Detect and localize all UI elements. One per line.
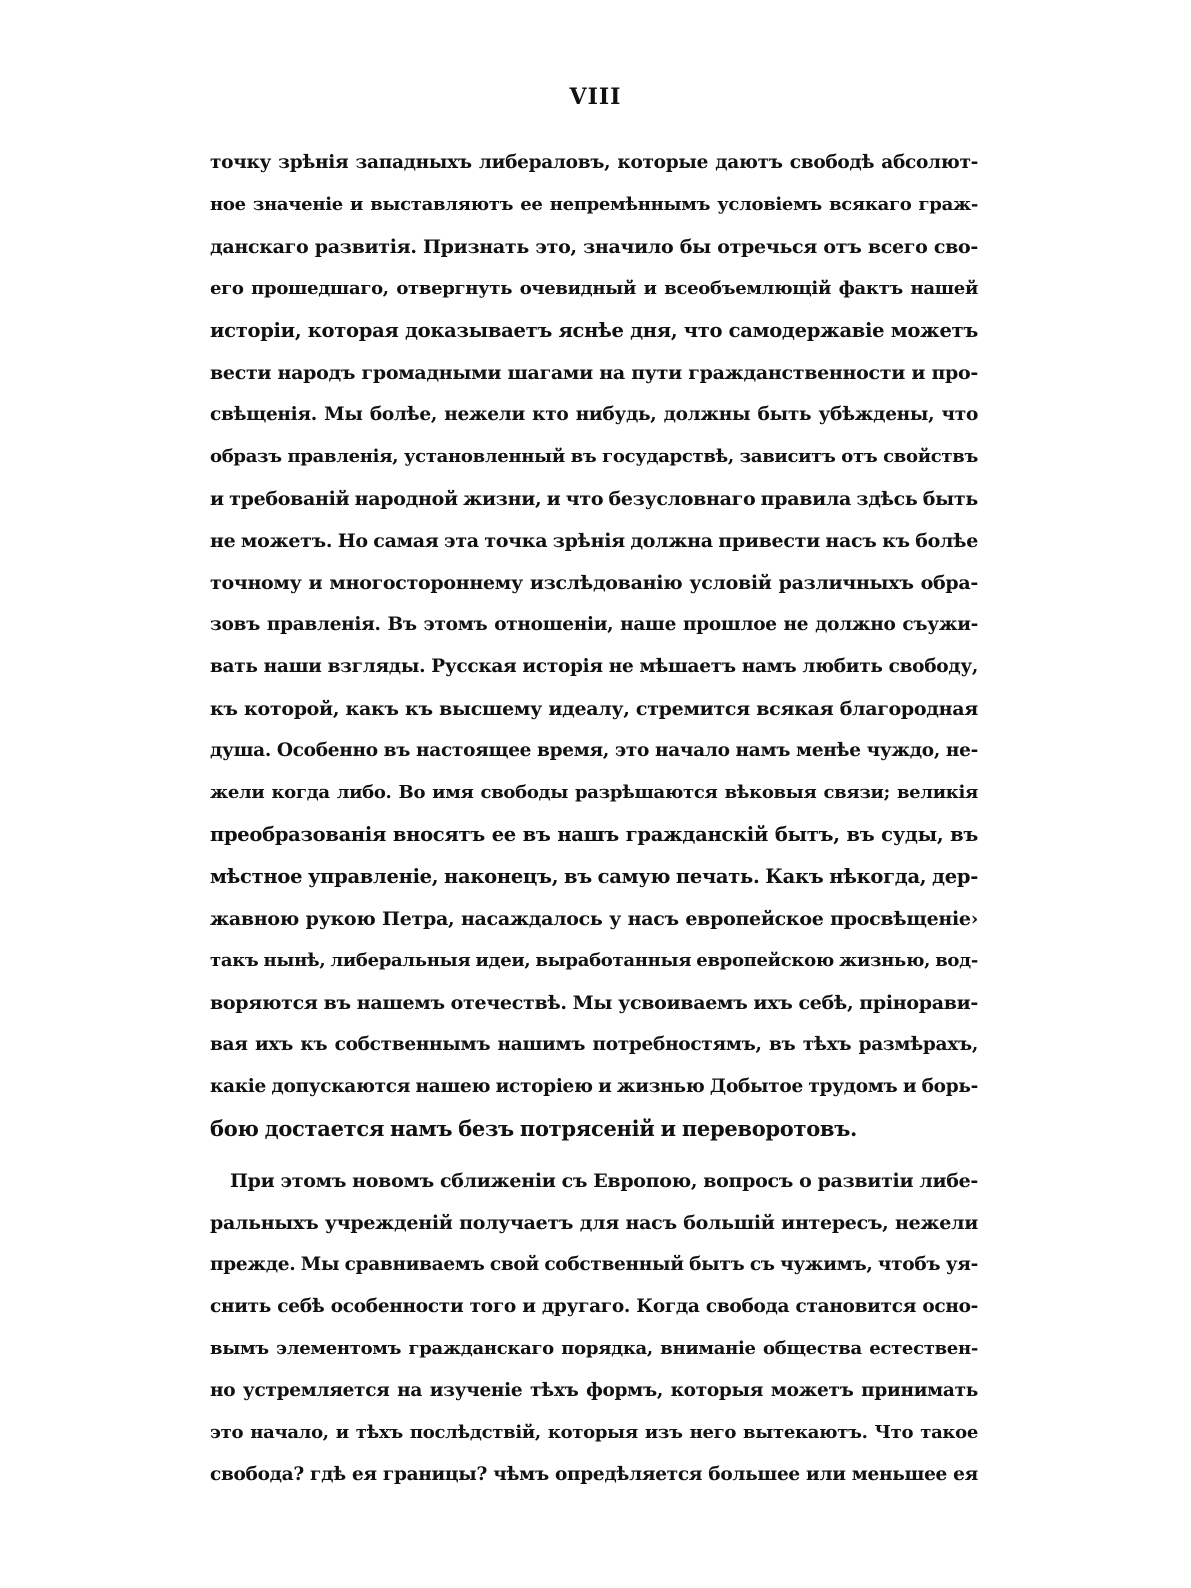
- text-line: мѣстное управленіе, наконецъ, въ самую печать. Какъ нѣкогда, дер-: [210, 865, 978, 888]
- text-line: свѣщенія. Мы болѣе, нежели кто нибудь, должны быть убѣждены, что: [210, 404, 978, 425]
- text-line: зовъ правленія. Въ этомъ отношеніи, наше прошлое не должно съужи-: [210, 614, 978, 635]
- text-line: точному и многостороннему изслѣдованію условій различныхъ обра-: [210, 572, 978, 594]
- text-line: какіе допускаются нашею исторіею и жизнью Добытое трудомъ и борь-: [210, 1076, 978, 1097]
- text-line: ное значеніе и выставляютъ ее непремѣннымъ условіемъ всякаго граж-: [210, 194, 978, 215]
- text-line: ральныхъ учрежденій получаетъ для насъ большій интересъ, нежели: [210, 1212, 978, 1234]
- text-line: данскаго развитія. Признать это, значило бы отречься отъ всего сво-: [210, 236, 978, 258]
- text-line: вая ихъ къ собственнымъ нашимъ потребностямъ, въ тѣхъ размѣрахъ,: [210, 1034, 978, 1055]
- text-line: снить себѣ особенности того и другаго. Когда свобода становится осно-: [210, 1296, 978, 1317]
- text-line: вести народъ громадными шагами на пути гражданственности и про-: [210, 362, 978, 384]
- paragraph: [210, 142, 978, 1150]
- text-line: прежде. Мы сравниваемъ свой собственный бытъ съ чужимъ, чтобъ уя-: [210, 1254, 978, 1275]
- text-line: При этомъ новомъ сближеніи съ Европою, вопросъ о развитіи либе-: [230, 1170, 978, 1192]
- text-line: душа. Особенно въ настоящее время, это начало намъ менѣе чуждо, не-: [210, 740, 978, 761]
- text-line: вымъ элементомъ гражданскаго порядка, вниманіе общества естествен-: [210, 1338, 978, 1359]
- text-line: это начало, и тѣхъ послѣдствій, которыя изъ него вытекаютъ. Что такое: [210, 1422, 978, 1443]
- text-line: не можетъ. Но самая эта точка зрѣнія должна привести насъ къ болѣе: [210, 530, 978, 552]
- text-line: свобода? гдѣ ея границы? чѣмъ опредѣляется большее или меньшее ея: [210, 1464, 978, 1485]
- text-line: бою достается намъ безъ потрясеній и переворотовъ.: [210, 1116, 858, 1141]
- text-line: жели когда либо. Во имя свободы разрѣшаются вѣковыя связи; великія: [210, 782, 978, 803]
- text-line: къ которой, какъ къ высшему идеалу, стремится всякая благородная: [210, 698, 978, 720]
- text-line: исторіи, которая доказываетъ яснѣе дня, что самодержавіе можетъ: [210, 319, 978, 342]
- text-line: образъ правленія, установленный въ государствѣ, зависитъ отъ свойствъ: [210, 446, 978, 467]
- text-line: и требованій народной жизни, и что безусловнаго правила здѣсь быть: [210, 488, 978, 510]
- page-number: VIII: [569, 84, 622, 110]
- paragraph-gap: [210, 1150, 978, 1160]
- text-line: точку зрѣнія западныхъ либераловъ, которые даютъ свободѣ абсолют-: [210, 152, 978, 173]
- text-line: его прошедшаго, отвергнуть очевидный и всеобъемлющій фактъ нашей: [210, 278, 978, 299]
- text-line: такъ нынѣ, либеральныя идеи, выработанныя европейскою жизнью, вод-: [210, 950, 978, 971]
- text-line: жавною рукою Петра, насаждалось у насъ европейское просвѣщеніе›: [210, 908, 978, 930]
- paragraph: [210, 1160, 978, 1496]
- text-line: воряются въ нашемъ отечествѣ. Мы усвоиваемъ ихъ себѣ, прінорави-: [210, 992, 978, 1014]
- text-line: но устремляется на изученіе тѣхъ формъ, которыя можетъ принимать: [210, 1380, 978, 1401]
- text-line: преобразованія вносятъ ее въ нашъ гражданскій бытъ, въ суды, въ: [210, 823, 978, 846]
- text-line: вать наши взгляды. Русская исторія не мѣшаетъ намъ любить свободу,: [210, 656, 978, 677]
- body-text: [210, 142, 978, 1496]
